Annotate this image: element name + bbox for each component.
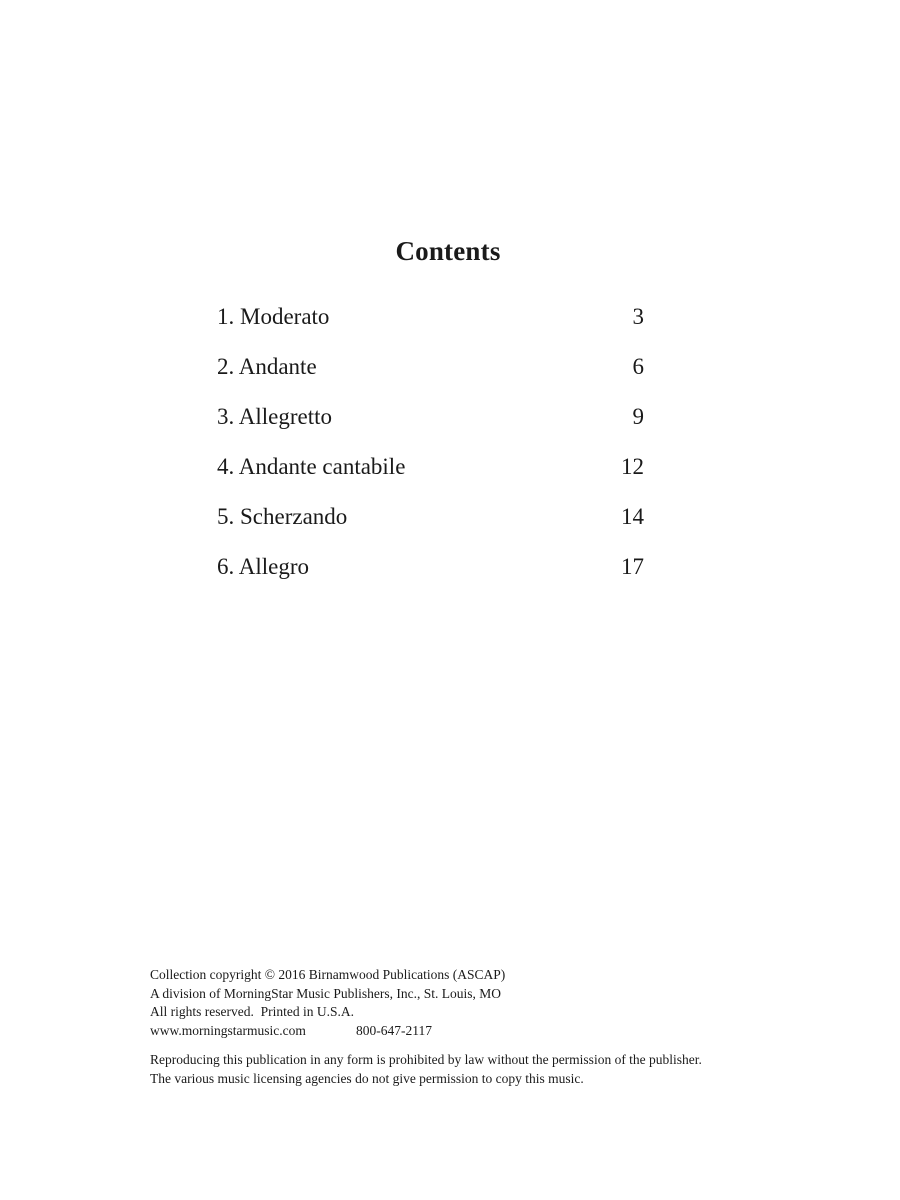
toc-entry-label: 2. Andante — [217, 354, 317, 379]
toc-entry-label: 4. Andante cantabile — [217, 454, 406, 479]
toc-entry — [217, 350, 644, 400]
toc-entry-label: 5. Scherzando — [217, 504, 348, 529]
website-text: www.morningstarmusic.com — [150, 1022, 306, 1038]
table-of-contents — [217, 300, 644, 600]
publisher-division-line: A division of MorningStar Music Publishers, Inc., St. Louis, MO — [150, 985, 502, 1001]
copyright-footer — [150, 966, 790, 1088]
toc-entry — [217, 550, 644, 600]
legal-notice-line: Reproducing this publication in any form is prohibited by law without the permission of the publisher. — [150, 1052, 702, 1067]
toc-entry — [217, 450, 644, 500]
legal-notice — [150, 1051, 790, 1088]
phone-number: 800-647-2117 — [356, 1022, 432, 1038]
page-title: Contents — [395, 236, 501, 266]
toc-entry-label: 3. Allegretto — [217, 404, 332, 429]
toc-entry-page: 6 — [632, 354, 644, 379]
toc-entry-label: 1. Moderato — [217, 304, 330, 329]
toc-entry — [217, 300, 644, 350]
toc-entry-page: 3 — [632, 304, 644, 329]
toc-entry-label: 6. Allegro — [217, 554, 309, 579]
toc-entry — [217, 400, 644, 450]
toc-entry-page: 12 — [621, 454, 644, 479]
toc-entry-page: 17 — [621, 554, 644, 579]
toc-entry-page: 14 — [621, 504, 644, 529]
contact-row — [150, 1022, 790, 1041]
legal-notice-line: The various music licensing agencies do not give permission to copy this music. — [150, 1070, 584, 1086]
copyright-line: Collection copyright © 2016 Birnamwood Publications (ASCAP) — [150, 967, 506, 982]
rights-line: All rights reserved. Printed in U.S.A. — [150, 1004, 354, 1019]
toc-entry-page: 9 — [632, 404, 644, 429]
toc-entry — [217, 500, 644, 550]
